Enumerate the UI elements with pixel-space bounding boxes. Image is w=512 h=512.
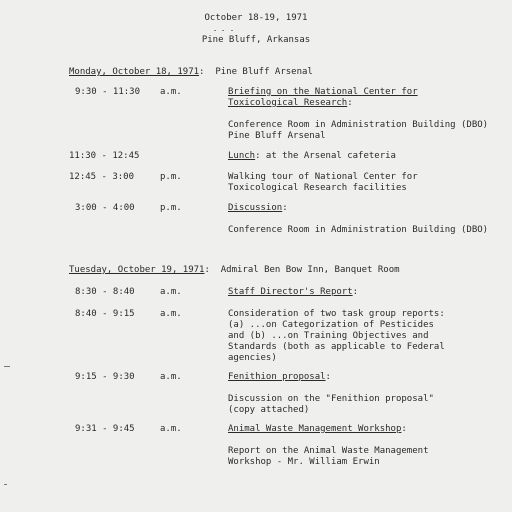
- item-ampm: a.m.: [160, 87, 182, 97]
- item-title: Briefing on the National Center for: [228, 87, 418, 97]
- item-time: 9:31 - 9:45: [75, 424, 135, 434]
- item-line: Standards (both as applicable to Federal: [228, 342, 445, 352]
- margin-tick: [4, 484, 7, 485]
- item-ampm: a.m.: [160, 287, 182, 297]
- item-line: [228, 109, 498, 120]
- item-ampm: a.m.: [160, 424, 182, 434]
- item-time: 12:45 - 3:00: [69, 172, 135, 182]
- item-ampm: a.m.: [160, 372, 182, 382]
- item-time: 8:40 - 9:15: [75, 309, 135, 319]
- item-time: 9:15 - 9:30: [75, 372, 135, 382]
- item-time: 8:30 - 8:40: [75, 287, 135, 297]
- item-description: [228, 372, 498, 416]
- item-line: [228, 435, 498, 446]
- margin-tick: [4, 366, 10, 367]
- item-line: Discussion on the "Fenithion proposal": [228, 394, 434, 404]
- item-title-line2: Toxicological Research: [228, 98, 348, 108]
- meeting-location: Pine Bluff, Arkansas: [201, 35, 311, 45]
- day-heading-location: Pine Bluff Arsenal: [215, 67, 313, 77]
- item-line: Conference Room in Administration Building (DBO): [228, 120, 489, 130]
- item-line: Workshop - Mr. William Erwin: [228, 457, 380, 467]
- item-line: [228, 214, 498, 225]
- item-ampm: p.m.: [160, 172, 182, 182]
- item-line: [228, 383, 498, 394]
- scan-speck: [222, 30, 224, 31]
- day-heading-tuesday: Tuesday, October 19, 1971: Admiral Ben Bow Inn, Banquet Room: [69, 265, 400, 275]
- item-ampm: a.m.: [160, 309, 182, 319]
- item-title: Animal Waste Management Workshop: [228, 424, 402, 434]
- item-line: agencies): [228, 353, 277, 363]
- item-title-suffix: :: [325, 372, 331, 382]
- item-time: 11:30 - 12:45: [69, 151, 140, 161]
- item-title-suffix: :: [352, 287, 359, 297]
- item-description: [228, 424, 498, 468]
- day-heading-date: Monday, October 18, 1971: [69, 67, 200, 77]
- meeting-date: October 18-19, 1971: [204, 13, 308, 23]
- item-line: Consideration of two task group reports:: [228, 309, 445, 319]
- item-title-suffix: :: [282, 203, 288, 213]
- scan-speck: [231, 30, 233, 31]
- item-description: [228, 151, 498, 162]
- item-line: Walking tour of National Center for: [228, 172, 418, 182]
- item-line: Pine Bluff Arsenal: [228, 131, 326, 141]
- item-time: 3:00 - 4:00: [75, 203, 135, 213]
- item-ampm: p.m.: [160, 203, 182, 213]
- item-title: Fenithion proposal: [228, 372, 326, 382]
- scan-speck: [214, 30, 216, 31]
- item-description: [228, 87, 498, 142]
- day-heading-monday: Monday, October 18, 1971: Pine Bluff Arsenal: [69, 67, 313, 77]
- item-description: [228, 172, 498, 194]
- item-line: Report on the Animal Waste Management: [228, 446, 429, 456]
- item-title-suffix: : at the Arsenal cafeteria: [255, 151, 396, 161]
- day-heading-date: Tuesday, October 19, 1971: [69, 265, 205, 275]
- item-line: Conference Room in Administration Building (DBO): [228, 225, 489, 235]
- item-title: Discussion: [228, 203, 283, 213]
- item-title-suffix: :: [347, 98, 353, 108]
- item-time: 9:30 - 11:30: [75, 87, 141, 97]
- item-description: [228, 309, 498, 364]
- item-line: Toxicological Research facilities: [228, 183, 407, 193]
- item-description: [228, 287, 498, 298]
- item-title: Staff Director's Report: [228, 287, 353, 297]
- item-description: [228, 203, 498, 236]
- day-heading-location: Admiral Ben Bow Inn, Banquet Room: [220, 265, 400, 275]
- item-title: Lunch: [228, 151, 256, 161]
- item-line: (copy attached): [228, 405, 310, 415]
- item-line: and (b) ...on Training Objectives and: [228, 331, 429, 341]
- item-title-suffix: :: [401, 424, 407, 434]
- item-line: (a) ...on Categorization of Pesticides: [228, 320, 434, 330]
